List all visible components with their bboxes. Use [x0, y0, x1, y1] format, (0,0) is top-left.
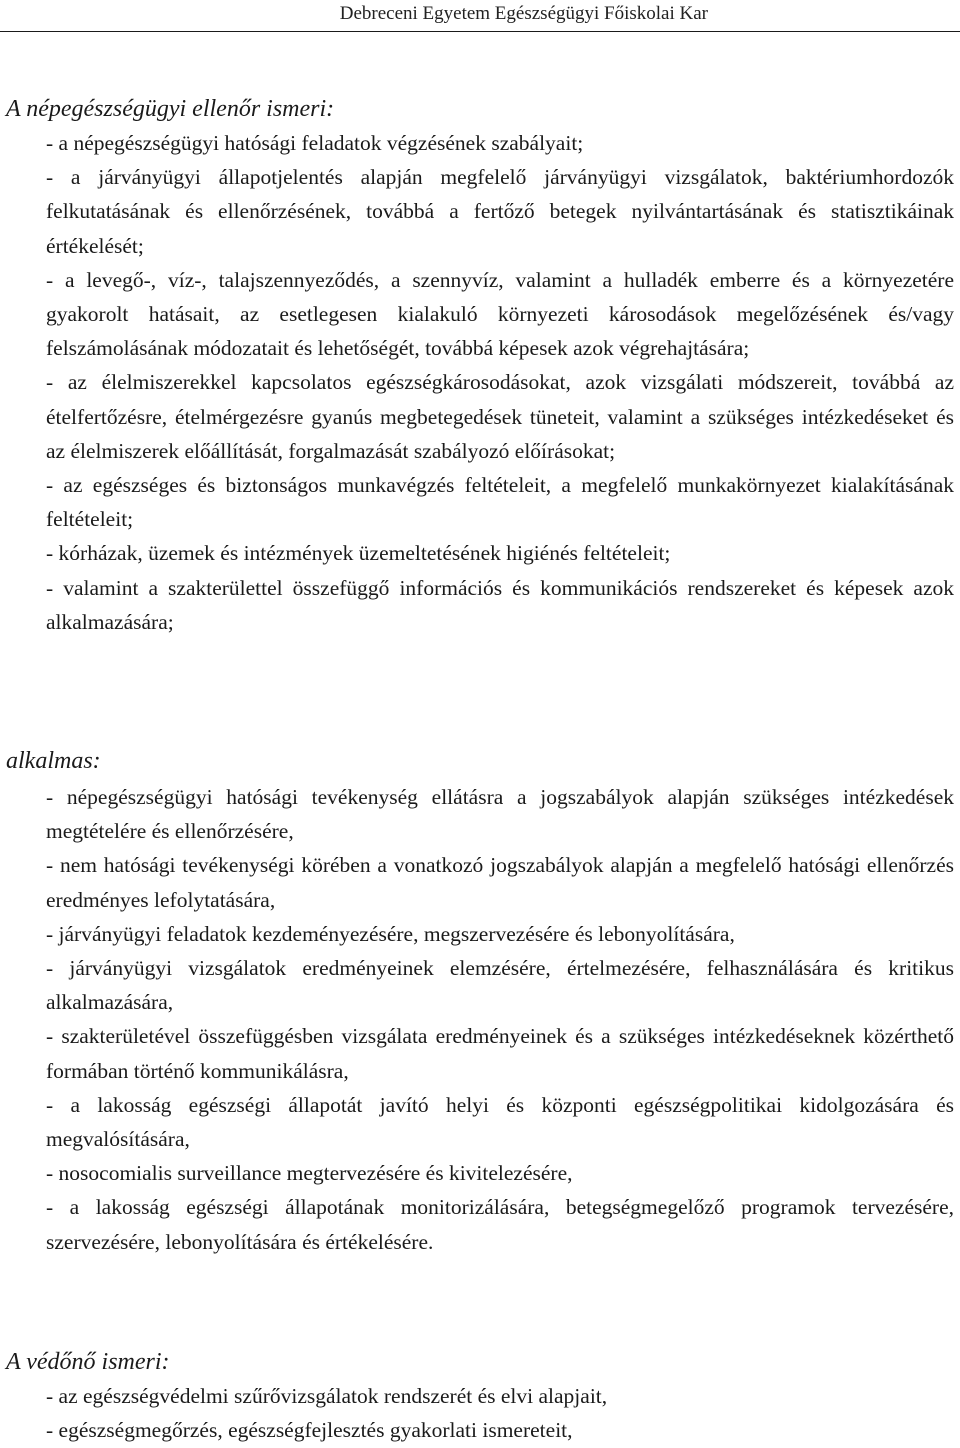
list-item: - népegészségügyi hatósági tevékenység ellátásra a jogszabályok alapján szükséges intézkedések megtételére és ellenőrzésére,	[46, 785, 954, 844]
list-item: - járványügyi vizsgálatok eredményeinek elemzésére, értelmezésére, felhasználására és kritikus alkalmazására,	[46, 956, 954, 1015]
section-heading-vedono: A védőnő ismeri:	[6, 1349, 170, 1375]
list-item: - egészségmegőrzés, egészségfejlesztés gyakorlati ismereteit,	[46, 1418, 573, 1443]
list-item: - a lakosság egészségi állapotát javító helyi és központi egészségpolitikai kidolgozására és megvalósítására,	[46, 1092, 954, 1152]
section-list-alkalmas	[46, 780, 954, 1259]
section-heading-alkalmas: alkalmas:	[6, 748, 101, 774]
section-list-vedono	[46, 1379, 954, 1447]
list-item: - a népegészségügyi hatósági feladatok végzésének szabályait;	[46, 131, 584, 155]
list-item: - a lakosság egészségi állapotának monitorizálására, betegségmegelőző programok tervezésére, szervezésére, lebonyolítására és értékelésére.	[46, 1195, 954, 1254]
list-item: - a járványügyi állapotjelentés alapján megfelelő járványügyi vizsgálatok, baktériumhordozók felkutatásának és ellenőrzésének, továbbá a fertőző betegek nyilvántartásának és statisztikáinak értékelését;	[46, 165, 954, 258]
header-divider	[0, 31, 960, 32]
list-item: - az élelmiszerekkel kapcsolatos egészségkárosodásokat, azok vizsgálati módszereit, továbbá az ételfertőzésre, ételmérgezésre gyanús megbetegedések tüneteit, valamint a szükséges intézkedéseket és az élelmiszerek előállítását, forgalmazását szabályozó előírásokat;	[46, 370, 954, 463]
list-item: - az egészséges és biztonságos munkavégzés feltételeit, a megfelelő munkakörnyezet kialakításának feltételeit;	[46, 473, 954, 532]
section-heading-ellenor: A népegészségügyi ellenőr ismeri:	[6, 96, 335, 122]
list-item: - a levegő-, víz-, talajszennyeződés, a szennyvíz, valamint a hulladék emberre és a környezetére gyakorolt hatásait, az esetlegesen kialakuló környezeti károsodások megelőzésének és/vagy felszámolásának módozatait és lehetőségét, továbbá képesek azok végrehajtására;	[46, 267, 954, 361]
list-item: - valamint a szakterülettel összefüggő információs és kommunikációs rendszereket és képesek azok alkalmazására;	[46, 575, 954, 634]
section-list-ellenor	[46, 126, 954, 639]
list-item: - az egészségvédelmi szűrővizsgálatok rendszerét és elvi alapjait,	[46, 1384, 608, 1408]
running-header: Debreceni Egyetem Egészségügyi Főiskolai Kar	[339, 3, 708, 24]
list-item: - szakterületével összefüggésben vizsgálata eredményeinek és a szükséges intézkedéseknek közérthető formában történő kommunikálásra,	[46, 1024, 954, 1083]
list-item: - nosocomialis surveillance megtervezésére és kivitelezésére,	[46, 1161, 573, 1186]
list-item: - kórházak, üzemek és intézmények üzemeltetésének higiénés feltételeit;	[46, 541, 671, 566]
list-item: - nem hatósági tevékenységi körében a vonatkozó jogszabályok alapján a megfelelő hatósági ellenőrzés eredményes lefolytatására,	[46, 853, 954, 912]
list-item: - járványügyi feladatok kezdeményezésére, megszervezésére és lebonyolítására,	[46, 921, 735, 946]
